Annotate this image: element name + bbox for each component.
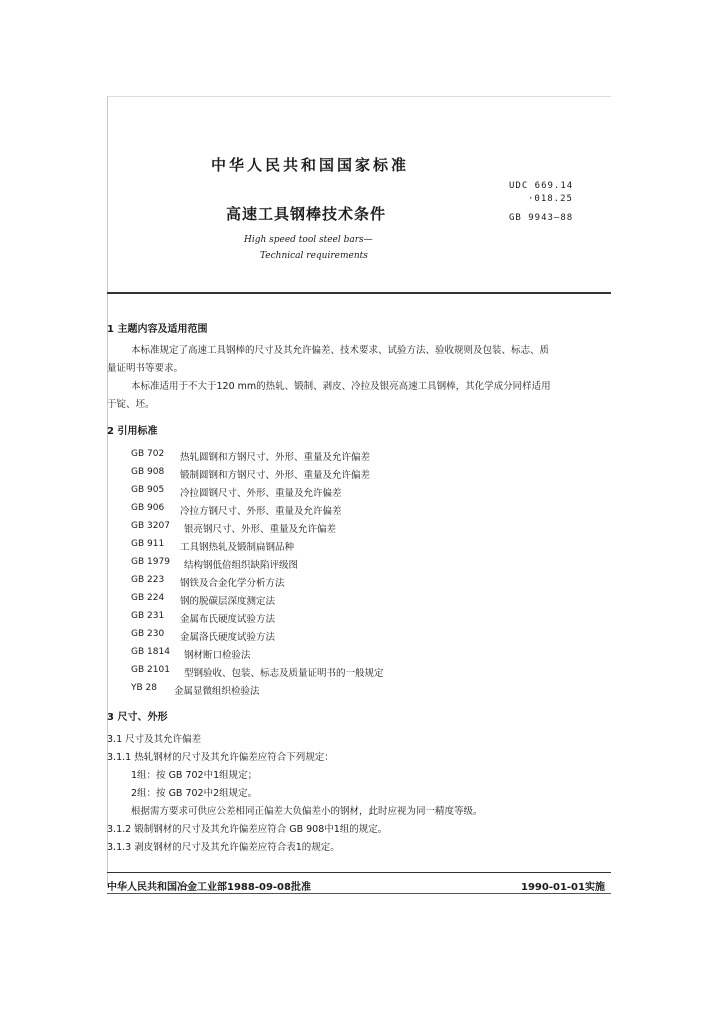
subsection-3-1: 3.1 尺寸及其允许偏差 (107, 734, 202, 745)
reference-title: 结构钢低倍组织缺陷评级图 (184, 560, 299, 571)
top-margin-line (107, 96, 611, 97)
reference-title: 钢铁及合金化学分析方法 (180, 578, 285, 589)
subsection-3-1-1: 3.1.1 热轧钢材的尺寸及其允许偏差应符合下列规定： (107, 752, 334, 763)
standard-title: 中华人民共和国国家标准 (211, 156, 410, 174)
english-subtitle: Technical requirements (260, 251, 368, 261)
reference-code: GB 1979 (131, 557, 170, 567)
reference-title: 金属洛氏硬度试验方法 (180, 632, 276, 643)
effective-date: 1990-01-01实施 (521, 882, 605, 893)
reference-title: 工具钢热轧及锻制扁钢品种 (180, 542, 295, 553)
gb-number: GB 9943—88 (509, 213, 574, 223)
group-2-rule: 2组：按 GB 702中2组规定。 (131, 788, 258, 799)
english-title: High speed tool steel bars— (244, 235, 373, 245)
section-1-heading: 1 主题内容及适用范围 (107, 324, 208, 335)
udc-code: UDC 669.14 (509, 181, 574, 191)
header-divider (107, 292, 611, 294)
reference-title: 金属布氏硬度试验方法 (180, 614, 276, 625)
section-1-paragraph-2: 本标准适用于不大于120 mm的热轧、锻制、剥皮、冷拉及银亮高速工具钢棒，其化学成分同样适用 (131, 381, 551, 392)
reference-code: GB 3207 (131, 521, 170, 531)
reference-code: YB 28 (131, 683, 157, 693)
reference-title: 冷拉圆钢尺寸、外形、重量及允许偏差 (180, 488, 342, 499)
reference-title: 金属显微组织检验法 (174, 686, 260, 697)
reference-title: 热轧圆钢和方钢尺寸、外形、重量及允许偏差 (180, 452, 371, 463)
section-2-heading: 2 引用标准 (107, 426, 158, 437)
reference-code: GB 911 (131, 539, 165, 549)
footer-bottom-line (107, 893, 611, 894)
reference-code: GB 2101 (131, 665, 170, 675)
subsection-3-1-2: 3.1.2 锻制钢材的尺寸及其允许偏差应符合 GB 908中1组的规定。 (107, 824, 388, 835)
reference-code: GB 230 (131, 629, 165, 639)
section-1-paragraph-1: 本标准规定了高速工具钢棒的尺寸及其允许偏差、技术要求、试验方法、验收规则及包装、标志、质 (131, 345, 550, 356)
section-1-paragraph-1-cont: 量证明书等要求。 (107, 363, 184, 374)
reference-code: GB 905 (131, 485, 165, 495)
left-margin-line (107, 96, 108, 886)
udc-code-continued: ·018.25 (528, 194, 573, 204)
approval-line: 中华人民共和国冶金工业部1988-09-08批准 (107, 882, 311, 893)
reference-title: 钢的脱碳层深度测定法 (180, 596, 276, 607)
reference-title: 锻制圆钢和方钢尺寸、外形、重量及允许偏差 (180, 470, 371, 481)
section-3-heading: 3 尺寸、外形 (107, 712, 168, 723)
section-1-paragraph-2-cont: 于锭、坯。 (107, 399, 155, 410)
group-1-rule: 1组：按 GB 702中1组规定； (131, 770, 258, 781)
document-title: 高速工具钢棒技术条件 (226, 205, 387, 223)
reference-title: 银亮钢尺寸、外形、重量及允许偏差 (184, 524, 337, 535)
reference-code: GB 908 (131, 467, 165, 477)
footer-divider (107, 872, 611, 873)
reference-code: GB 906 (131, 503, 165, 513)
reference-code: GB 1814 (131, 647, 170, 657)
reference-code: GB 231 (131, 611, 165, 621)
reference-title: 冷拉方钢尺寸、外形、重量及允许偏差 (180, 506, 342, 517)
subsection-3-1-3: 3.1.3 剥皮钢材的尺寸及其允许偏差应符合表1的规定。 (107, 842, 340, 853)
reference-code: GB 224 (131, 593, 165, 603)
reference-title: 型钢验收、包装、标志及质量证明书的一般规定 (184, 668, 384, 679)
reference-title: 钢材断口检验法 (184, 650, 251, 661)
tolerance-note: 根据需方要求可供应公差相同正偏差大负偏差小的钢材，此时应视为同一精度等级。 (131, 806, 483, 817)
reference-code: GB 702 (131, 449, 165, 459)
reference-code: GB 223 (131, 575, 165, 585)
